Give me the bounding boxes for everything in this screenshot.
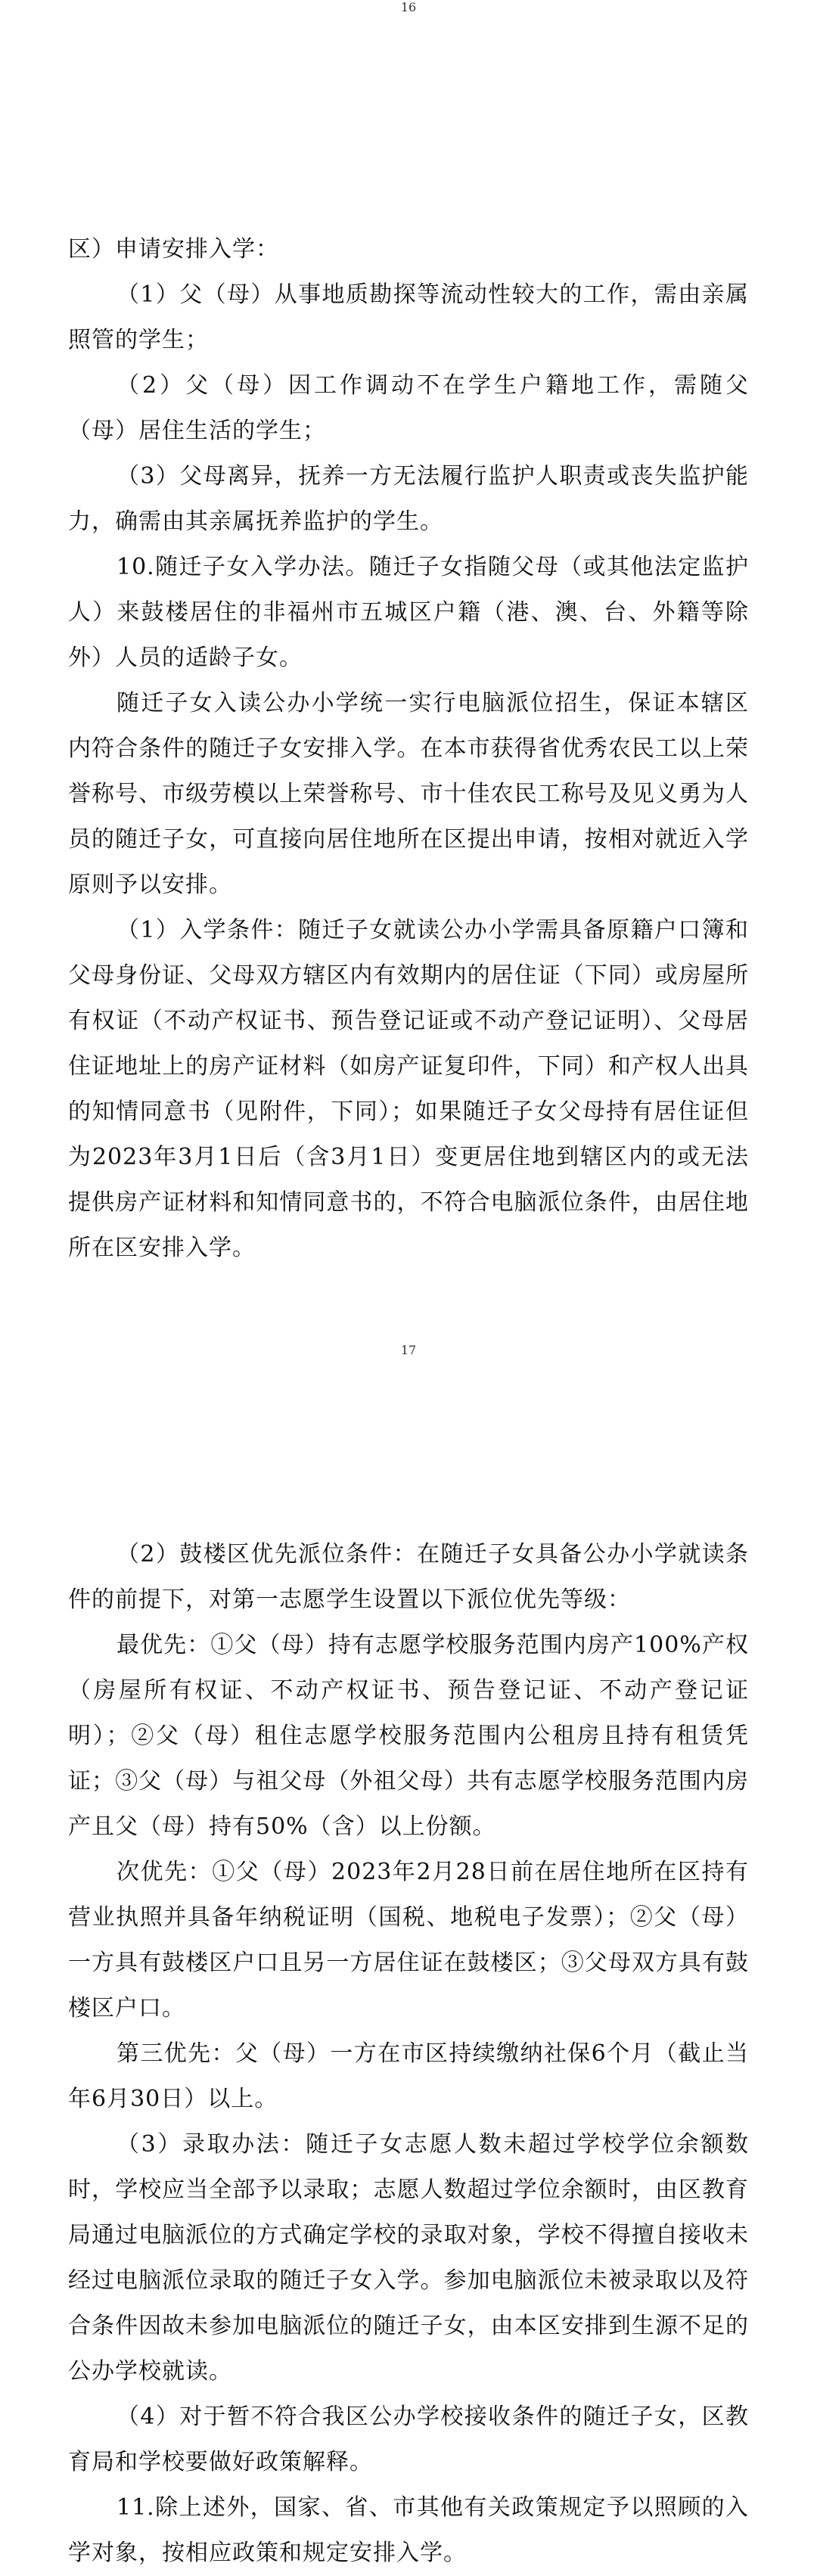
page-number-17: 17 (400, 1343, 417, 1357)
paragraph: （4）对于暂不符合我区公办学校接收条件的随迁子女，区教育局和学校要做好政策解释。 (68, 2404, 749, 2475)
paragraph: （1）入学条件：随迁子女就读公办小学需具备原籍户口簿和父母身份证、父母双方辖区内有效期内的居住证（下同）或房屋所有权证（不动产权证书、预告登记证或不动产登记证明）、父母居住证地址上的房产证材料（如房产证复印件，下同）和产权人出具的知情同意书（见附件，下同）；如果随迁子女父母持有居住证但为2023年3月1日后（含3月1日）变更居住地到辖区内的或无法提供房产证材料和知情同意书的，不符合电脑派位条件，由居住地所在区安排入学。 (68, 917, 749, 1261)
paragraph: （3）录取办法：随迁子女志愿人数未超过学校学位余额数时，学校应当全部予以录取；志愿人数超过学位余额时，由区教育局通过电脑派位的方式确定学校的录取对象，学校不得擅自接收未经过电脑派位录取的随迁子女入学。参加电脑派位未被录取以及符合条件因故未参加电脑派位的随迁子女，由本区安排到生源不足的公办学校就读。 (68, 2131, 749, 2385)
paragraph: 次优先：①父（母）2023年2月28日前在居住地所在区持有营业执照并具备年纳税证明（国税、地税电子发票）；②父（母）一方具有鼓楼区户口且另一方居住证在鼓楼区；③父母双方具有鼓楼区户口。 (68, 1859, 749, 2021)
page-17-body (68, 1532, 749, 2576)
page-16-body (68, 227, 749, 1271)
paragraph: 11.除上述外，国家、省、市其他有关政策规定予以照顾的入学对象，按相应政策和规定安排入学。 (68, 2494, 749, 2566)
paragraph: 随迁子女入读公办小学统一实行电脑派位招生，保证本辖区内符合条件的随迁子女安排入学。在本市获得省优秀农民工以上荣誉称号、市级劳模以上荣誉称号、市十佳农民工称号及见义勇为人员的随迁子女，可直接向居住地所在区提出申请，按相对就近入学原则予以安排。 (68, 690, 749, 898)
paragraph: 第三优先：父（母）一方在市区持续缴纳社保6个月（截止当年6月30日）以上。 (68, 2040, 749, 2112)
paragraph: （2）鼓楼区优先派位条件：在随迁子女具备公办小学就读条件的前提下，对第一志愿学生设置以下派位优先等级： (68, 1541, 749, 1613)
paragraph: （2）父（母）因工作调动不在学生户籍地工作，需随父（母）居住生活的学生； (68, 372, 749, 444)
paragraph: （1）父（母）从事地质勘探等流动性较大的工作，需由亲属照管的学生； (68, 281, 749, 353)
paragraph: 最优先：①父（母）持有志愿学校服务范围内房产100%产权（房屋所有权证、不动产权证书、预告登记证、不动产登记证明）；②父（母）租住志愿学校服务范围内公租房且持有租赁凭证；③父（母）与祖父母（外祖父母）共有志愿学校服务范围内房产且父（母）持有50%（含）以上份额。 (68, 1632, 749, 1840)
paragraph: 区）申请安排入学： (68, 236, 279, 263)
paragraph: 10.随迁子女入学办法。随迁子女指随父母（或其他法定监护人）来鼓楼居住的非福州市五城区户籍（港、澳、台、外籍等除外）人员的适龄子女。 (68, 554, 749, 671)
page-number-16: 16 (400, 0, 417, 14)
paragraph: （3）父母离异，抚养一方无法履行监护人职责或丧失监护能力，确需由其亲属抚养监护的学生。 (68, 463, 749, 535)
